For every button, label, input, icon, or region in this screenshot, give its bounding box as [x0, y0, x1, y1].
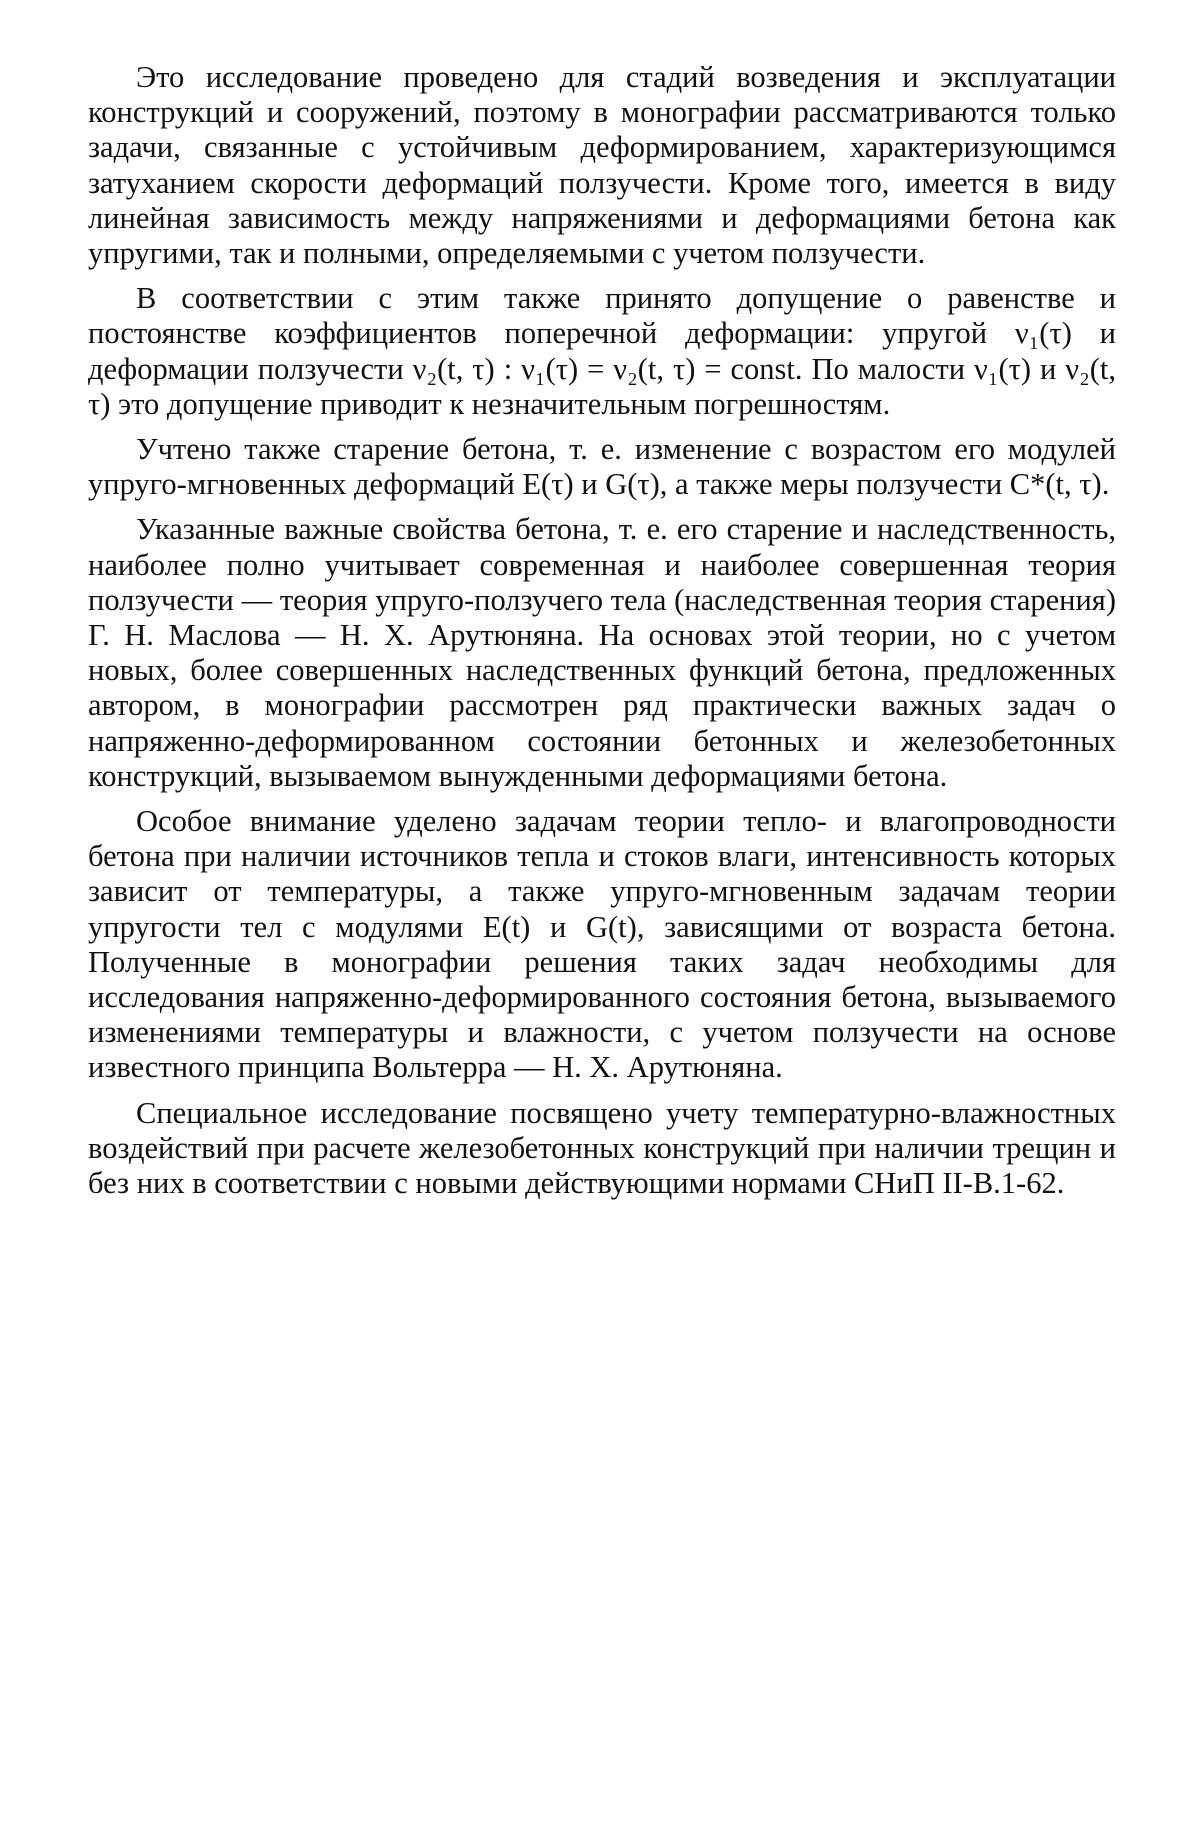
- paragraph-1: Это исследование проведено для стадий возведения и эксплуатации конструкций и сооружений, поэтому в монографии рассматриваются только задачи, связанные с устойчивым деформированием, характеризующимся затуханием скорости деформаций ползучести. Кроме того, имеется в виду линейная зависимость между напряжениями и деформациями бетона как упругими, так и полными, определяемыми с учетом ползучести.: [88, 60, 1116, 271]
- paragraph-2: В соответствии с этим также принято допущение о равенстве и постоянстве коэффициентов поперечной деформации: упругой ν₁(τ) и деформации ползучести ν₂(t, τ) : ν₁(τ) = ν₂(t, τ) = const. По малости ν₁(τ) и ν₂(t, τ) это допущение приводит к незначительным погрешностям.: [88, 281, 1116, 421]
- paragraph-6: Специальное исследование посвящено учету температурно-влажностных воздействий при расчете железобетонных конструкций при наличии трещин и без них в соответствии с новыми действующими нормами СНиП II-В.1-62.: [88, 1095, 1116, 1201]
- paragraph-3: Учтено также старение бетона, т. е. изменение с возрастом его модулей упруго-мгновенных деформаций E(τ) и G(τ), а также меры ползучести C*(t, τ).: [88, 432, 1116, 502]
- paragraph-4: Указанные важные свойства бетона, т. е. его старение и наследственность, наиболее полно учитывает современная и наиболее совершенная теория ползучести — теория упруго-ползучего тела (наследственная теория старения) Г. Н. Маслова — Н. Х. Арутюняна. На основах этой теории, но с учетом новых, более совершенных наследственных функций бетона, предложенных автором, в монографии рассмотрен ряд практически важных задач о напряженно-деформированном состоянии бетонных и железобетонных конструкций, вызываемом вынужденными деформациями бетона.: [88, 512, 1116, 793]
- paragraph-5: Особое внимание уделено задачам теории тепло- и влагопроводности бетона при наличии источников тепла и стоков влаги, интенсивность которых зависит от температуры, а также упруго-мгновенным задачам теории упругости тел с модулями E(t) и G(t), зависящими от возраста бетона. Полученные в монографии решения таких задач необходимы для исследования напряженно-деформированного состояния бетона, вызываемого изменениями температуры и влажности, с учетом ползучести на основе известного принципа Вольтерра — Н. Х. Арутюняна.: [88, 804, 1116, 1085]
- document-page: [88, 60, 1116, 1211]
